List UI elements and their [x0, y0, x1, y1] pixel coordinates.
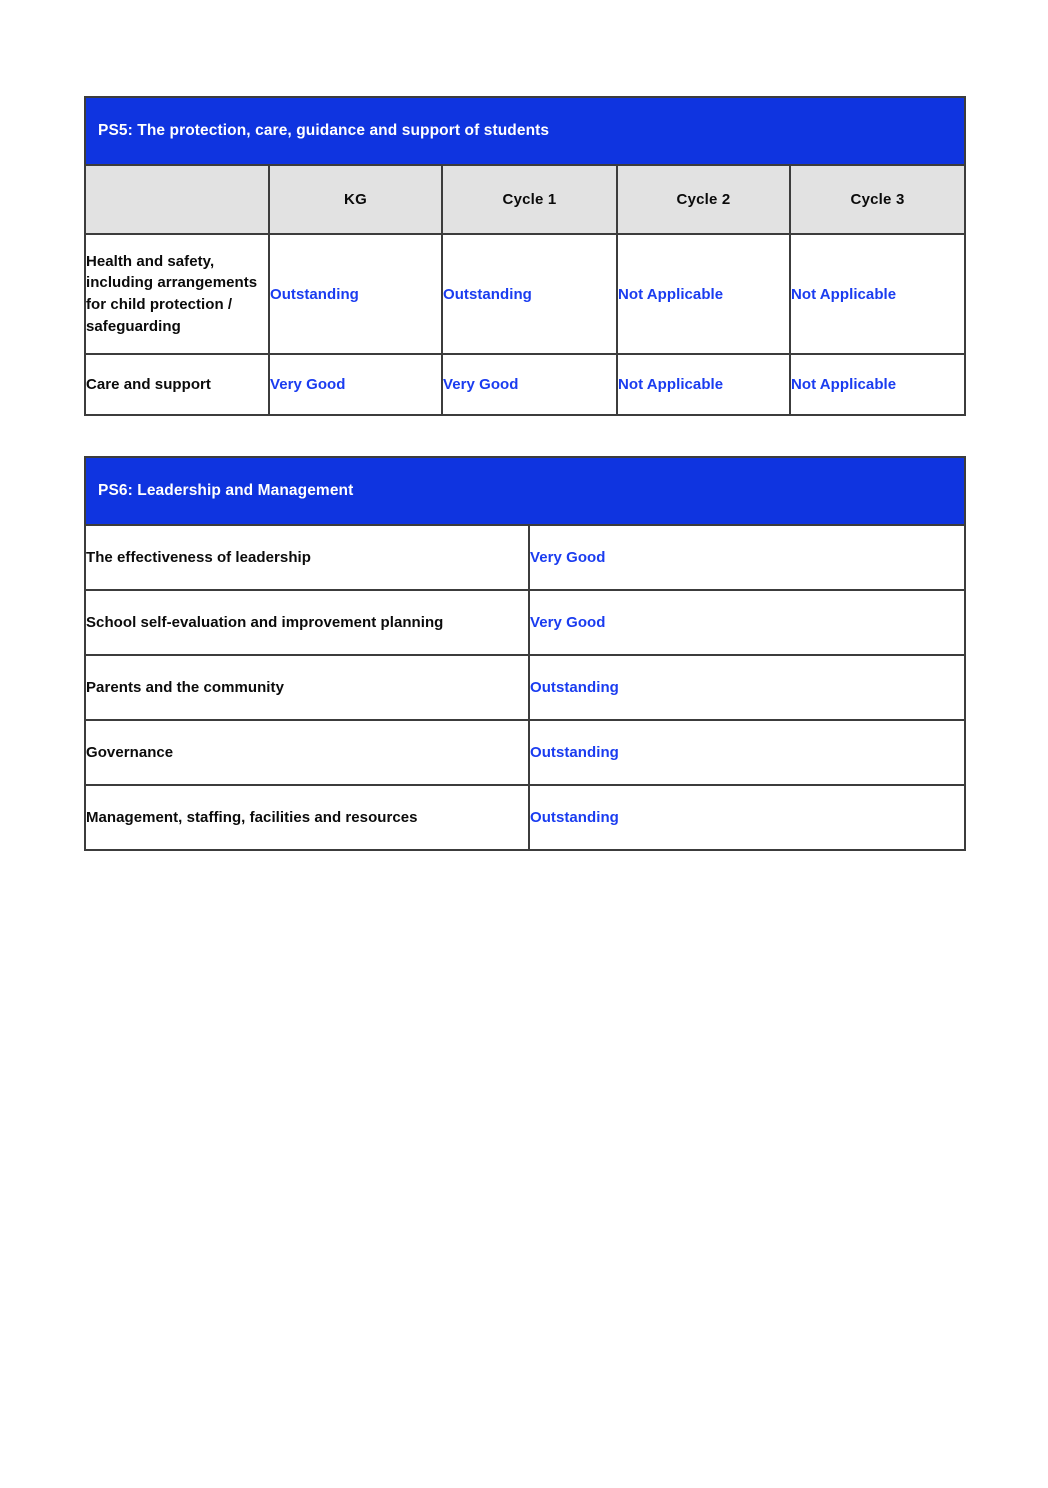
ps5-rating-value-kg: Very Good [270, 376, 346, 393]
ps6-rating-value: Outstanding [530, 744, 619, 761]
ps6-banner-row [85, 457, 965, 525]
ps6-criterion-label: Parents and the community [86, 678, 284, 696]
ps5-column-header-cycle3 [790, 165, 965, 234]
ps5-column-header-kg-label: KG [344, 191, 367, 208]
ps6-rating-cell [529, 525, 965, 590]
ps5-rating-cell-cycle2 [617, 354, 790, 415]
ps6-criterion-cell [85, 785, 529, 850]
ps5-rating-cell-cycle2 [617, 234, 790, 354]
ps5-criterion-cell [85, 354, 269, 415]
ps5-column-header-cycle1 [442, 165, 617, 234]
ps6-section-banner [85, 457, 965, 525]
ps5-rating-cell-cycle3 [790, 234, 965, 354]
ps6-criterion-label: School self-evaluation and improvement planning [86, 613, 444, 631]
ps6-rating-value: Outstanding [530, 809, 619, 826]
ps6-rating-value: Very Good [530, 549, 606, 566]
ps5-section-banner [85, 97, 965, 165]
table-row [85, 720, 965, 785]
ps5-criterion-cell [85, 234, 269, 354]
ps5-column-header-cycle2-label: Cycle 2 [676, 191, 731, 208]
ps5-corner-cell [85, 165, 269, 234]
ps5-rating-cell-kg [269, 354, 442, 415]
ps6-criterion-cell [85, 720, 529, 785]
ps6-criterion-label: Management, staffing, facilities and resources [86, 808, 418, 826]
ps5-rating-value-cycle2: Not Applicable [618, 376, 724, 393]
table-row [85, 234, 965, 354]
ps6-criterion-label: Governance [86, 743, 174, 761]
ps5-rating-cell-cycle1 [442, 234, 617, 354]
ps5-banner-row [85, 97, 965, 165]
ps5-column-header-row [85, 165, 965, 234]
ps5-rating-cell-kg [269, 234, 442, 354]
ps5-column-header-cycle1-label: Cycle 1 [502, 191, 557, 208]
table-row [85, 525, 965, 590]
ps6-criterion-cell [85, 590, 529, 655]
ps5-column-header-cycle3-label: Cycle 3 [850, 191, 905, 208]
ps6-rating-cell [529, 590, 965, 655]
ps5-section-title: PS5: The protection, care, guidance and support of students [98, 122, 550, 139]
ps5-column-header-kg [269, 165, 442, 234]
ps6-rating-cell [529, 785, 965, 850]
table-row [85, 354, 965, 415]
ps6-rating-value: Very Good [530, 614, 606, 631]
ps6-evaluation-table [84, 456, 966, 851]
ps5-rating-value-kg: Outstanding [270, 285, 359, 303]
ps5-rating-value-cycle3: Not Applicable [791, 285, 897, 303]
table-row [85, 590, 965, 655]
table-row [85, 655, 965, 720]
ps6-criterion-label: The effectiveness of leadership [86, 548, 311, 566]
ps5-evaluation-table [84, 96, 966, 416]
ps5-rating-value-cycle1: Outstanding [443, 285, 532, 303]
ps5-rating-cell-cycle3 [790, 354, 965, 415]
ps5-criterion-label: Care and support [86, 375, 211, 393]
table-row [85, 785, 965, 850]
ps5-rating-value-cycle2: Not Applicable [618, 285, 724, 303]
ps5-rating-value-cycle3: Not Applicable [791, 376, 897, 393]
ps6-rating-value: Outstanding [530, 679, 619, 696]
ps6-criterion-cell [85, 655, 529, 720]
ps6-rating-cell [529, 655, 965, 720]
ps6-criterion-cell [85, 525, 529, 590]
ps5-criterion-label: Health and safety, including arrangements for child protection / safeguarding [86, 252, 258, 335]
ps5-rating-cell-cycle1 [442, 354, 617, 415]
ps5-rating-value-cycle1: Very Good [443, 376, 519, 393]
ps6-section-title: PS6: Leadership and Management [98, 482, 354, 499]
ps6-rating-cell [529, 720, 965, 785]
ps5-column-header-cycle2 [617, 165, 790, 234]
